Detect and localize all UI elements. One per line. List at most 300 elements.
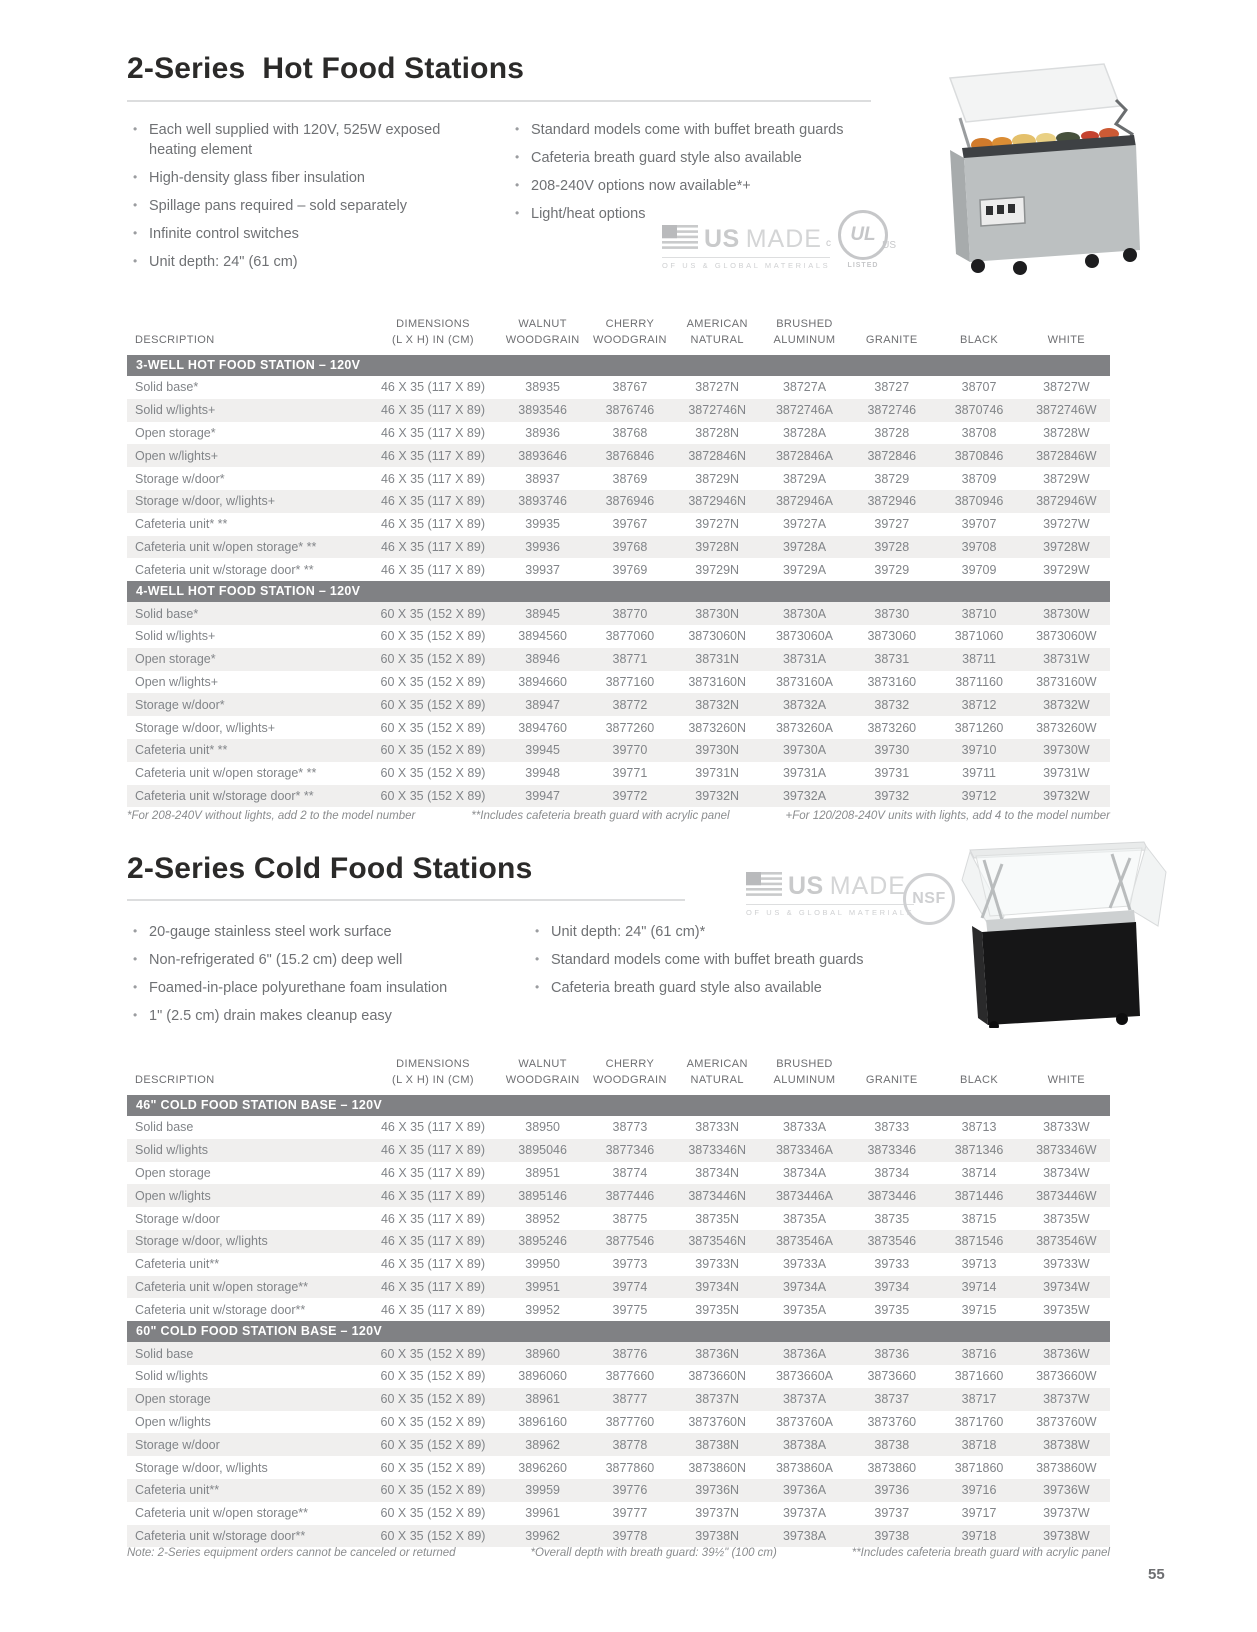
table-row [127,1502,1110,1525]
model-number: 3871546 [954,1234,1004,1249]
model-number: 46 X 35 (117 X 89) [380,1302,485,1317]
model-number: 38738N [695,1437,740,1452]
model-number: 39728W [1043,539,1090,554]
table-row [127,513,1110,536]
cold-features-list-right [532,922,942,1006]
model-number: 3872946A [775,494,833,509]
model-number: 60 X 35 (152 X 89) [380,788,486,803]
model-number: 39730W [1043,743,1090,758]
model-number: 60 X 35 (152 X 89) [380,1437,486,1452]
list-item: • Unit depth: 24" (61 cm)* [532,922,942,942]
model-number: 39729N [695,562,740,577]
product-description: Open w/lights+ [135,448,219,463]
model-number: 39728N [695,539,740,554]
model-number: 3877060 [605,629,655,644]
model-number: 38727N [695,380,740,395]
model-number: 3896260 [518,1460,567,1475]
ul-listed-label: LISTED [847,262,879,269]
cold-food-table [127,1033,1110,1547]
table-row [127,467,1110,490]
model-number: 38731A [782,652,827,667]
ul-us-mark: US [882,240,896,251]
model-number: 39959 [525,1483,561,1498]
model-number: 3873546W [1036,1234,1097,1249]
usmade-us-text: US [704,225,740,253]
model-number: 39737W [1043,1506,1090,1521]
model-number: 38728W [1043,425,1090,440]
model-number: 3873660 [867,1369,917,1384]
model-number: 3877660 [605,1369,655,1384]
section-header-bar: 60" COLD FOOD STATION BASE – 120V [127,1321,1110,1342]
usmade-logo [662,225,830,270]
model-number: 38946 [525,652,561,667]
model-number: 38714 [961,1165,997,1180]
model-number: 3872946 [867,494,917,509]
product-description: Open w/lights+ [135,674,219,689]
model-number: 38733W [1043,1120,1090,1135]
model-number: 38737W [1043,1392,1090,1407]
list-item: • 208-240V options now available*+ [512,176,922,196]
model-number: 3873660A [775,1369,833,1384]
model-number: 38736W [1043,1346,1090,1361]
model-number: 39738W [1043,1528,1090,1543]
model-number: 38718 [961,1437,997,1452]
column-header: DIMENSIONS (L X H) IN (CM) [392,1058,474,1086]
model-number: 38736A [782,1346,827,1361]
table-row [127,490,1110,513]
model-number: 3870746 [954,403,1004,418]
model-number: 39712 [961,788,997,803]
product-description: Cafeteria unit w/storage door** [135,1528,306,1543]
list-item: • Non-refrigerated 6" (15.2 cm) deep well [130,950,510,970]
cold-table-footnotes [127,1547,1110,1559]
model-number: 39713 [961,1257,997,1272]
model-number: 38735 [874,1211,910,1226]
model-number: 38776 [612,1346,648,1361]
model-number: 38707 [961,380,997,395]
model-number: 38728 [874,425,910,440]
list-item: • High-density glass fiber insulation [130,168,460,188]
model-number: 39737A [782,1506,827,1521]
model-number: 3873446W [1036,1188,1097,1203]
model-number: 3894560 [518,629,567,644]
table-row [127,1162,1110,1185]
model-number: 39738A [782,1528,827,1543]
table-row [127,1116,1110,1139]
product-description: Cafeteria unit w/open storage* ** [135,766,317,781]
column-header: WALNUT WOODGRAIN [505,318,580,346]
section-header-bar: 46" COLD FOOD STATION BASE – 120V [127,1095,1110,1116]
model-number: 39715 [961,1302,997,1317]
title-divider [127,899,685,901]
usmade-tagline: OF US & GLOBAL MATERIALS [662,257,830,270]
model-number: 39714 [961,1279,997,1294]
model-number: 39727A [782,517,827,532]
model-number: 38737A [782,1392,827,1407]
table-row [127,739,1110,762]
model-number: 39727N [695,517,740,532]
model-number: 39732N [695,788,740,803]
model-number: 39729W [1043,562,1090,577]
table-row [127,1411,1110,1434]
model-number: 39710 [961,743,997,758]
hot-food-station-photo [920,48,1170,281]
model-number: 3873346W [1036,1143,1097,1158]
table-row [127,648,1110,671]
model-number: 39962 [525,1528,561,1543]
model-number: 38712 [961,697,997,712]
model-number: 3893546 [518,403,567,418]
model-number: 46 X 35 (117 X 89) [380,1279,485,1294]
model-number: 46 X 35 (117 X 89) [380,471,485,486]
table-row [127,536,1110,559]
model-number: 39777 [612,1506,648,1521]
model-number: 38947 [525,697,561,712]
model-number: 3872746W [1036,403,1097,418]
model-number: 38734A [782,1165,827,1180]
usmade-logo [746,872,914,917]
model-number: 38961 [525,1392,561,1407]
list-item: • Each well supplied with 120V, 525W exposed heating element [130,120,460,160]
table-row [127,1139,1110,1162]
us-flag-icon [662,225,698,254]
model-number: 38717 [961,1392,997,1407]
table-row [127,785,1110,808]
model-number: 60 X 35 (152 X 89) [380,652,486,667]
model-number: 3873446A [775,1188,833,1203]
model-number: 3873060N [688,629,747,644]
model-number: 3873760A [775,1414,833,1429]
model-number: 3872846W [1036,448,1097,463]
ul-listed-icon [828,210,898,269]
model-number: 3895046 [518,1143,567,1158]
product-description: Storage w/door, w/lights [135,1460,268,1475]
list-item: **Includes cafeteria breath guard with acrylic panel [851,1547,1110,1559]
model-number: 39738 [874,1528,910,1543]
model-number: 39731W [1043,766,1090,781]
model-number: 39732W [1043,788,1090,803]
model-number: 39736 [874,1483,910,1498]
model-number: 39733A [782,1257,827,1272]
model-number: 39775 [612,1302,648,1317]
hot-food-table [127,293,1110,807]
model-number: 38771 [612,652,648,667]
model-number: 38737 [874,1392,910,1407]
table-row [127,422,1110,445]
product-description: Solid base [135,1346,194,1361]
product-description: Cafeteria unit w/storage door* ** [135,562,314,577]
model-number: 39738N [695,1528,740,1543]
model-number: 39729A [782,562,827,577]
model-number: 3872746A [775,403,833,418]
model-number: 3873160 [867,674,917,689]
product-description: Open storage [135,1392,211,1407]
model-number: 38770 [612,606,648,621]
model-number: 3872846N [688,448,747,463]
list-item: • Spillage pans required – sold separately [130,196,460,216]
model-number: 38738A [782,1437,827,1452]
list-item: • Infinite control switches [130,224,460,244]
model-number: 39727W [1043,517,1090,532]
product-description: Cafeteria unit** [135,1483,220,1498]
table-row [127,671,1110,694]
model-number: 3871860 [954,1460,1004,1475]
model-number: 39716 [961,1483,997,1498]
model-number: 3895246 [518,1234,567,1249]
model-number: 39729 [874,562,910,577]
model-number: 46 X 35 (117 X 89) [380,403,485,418]
model-number: 46 X 35 (117 X 89) [380,1234,485,1249]
model-number: 3877546 [605,1234,655,1249]
list-item: • Standard models come with buffet breath guards [532,950,942,970]
model-number: 38735N [695,1211,740,1226]
model-number: 38937 [525,471,561,486]
model-number: 3876846 [605,448,655,463]
us-flag-icon [746,872,782,901]
model-number: 38730 [874,606,910,621]
model-number: 3873346 [867,1143,917,1158]
model-number: 39776 [612,1483,648,1498]
model-number: 38731W [1043,652,1090,667]
hot-section-title: 2-Series Hot Food Stations [127,52,525,85]
model-number: 39734W [1043,1279,1090,1294]
model-number: 39732A [782,788,827,803]
model-number: 39733 [874,1257,910,1272]
column-header: AMERICAN NATURAL [686,1058,748,1086]
model-number: 60 X 35 (152 X 89) [380,1528,486,1543]
model-number: 39778 [612,1528,648,1543]
model-number: 39711 [962,766,996,781]
product-description: Storage w/door* [135,471,225,486]
model-number: 39948 [525,766,561,781]
column-header: CHERRY WOODGRAIN [592,1058,667,1086]
table-row [127,1433,1110,1456]
model-number: 38769 [612,471,648,486]
table-row [127,693,1110,716]
model-number: 3873260 [867,720,917,735]
product-description: Cafeteria unit w/open storage** [135,1506,309,1521]
model-number: 3872746N [688,403,747,418]
column-header: CHERRY WOODGRAIN [592,318,667,346]
table-row [127,1388,1110,1411]
model-number: 39735A [782,1302,827,1317]
product-description: Open storage* [135,652,216,667]
list-item: • Light/heat options [512,204,922,224]
model-number: 3873660N [688,1369,747,1384]
model-number: 38732W [1043,697,1090,712]
product-description: Cafeteria unit** [135,1257,220,1272]
model-number: 38736N [695,1346,740,1361]
model-number: 3873346N [688,1143,747,1158]
product-description: Solid base [135,1120,194,1135]
list-item: **Includes cafeteria breath guard with acrylic panel [471,810,730,822]
table-row [127,625,1110,648]
model-number: 3877760 [605,1414,655,1429]
model-number: 38715 [961,1211,997,1226]
model-number: 60 X 35 (152 X 89) [380,1346,486,1361]
model-number: 3872946N [688,494,747,509]
table-row [127,1207,1110,1230]
model-number: 39730N [695,743,740,758]
model-number: 3871160 [955,674,1003,689]
model-number: 38773 [612,1120,648,1135]
list-item: Note: 2-Series equipment orders cannot be canceled or returned [127,1547,456,1559]
model-number: 3873060 [867,629,917,644]
column-header: GRANITE [865,1073,918,1086]
model-number: 3871446 [954,1188,1004,1203]
model-number: 3877260 [605,720,655,735]
model-number: 39936 [525,539,561,554]
product-description: Cafeteria unit w/storage door* ** [135,788,314,803]
model-number: 3876746 [605,403,655,418]
model-number: 60 X 35 (152 X 89) [380,1460,486,1475]
model-number: 3873060W [1036,629,1097,644]
model-number: 3873860W [1036,1460,1097,1475]
model-number: 39735W [1043,1302,1090,1317]
model-number: 60 X 35 (152 X 89) [380,766,486,781]
model-number: 38777 [612,1392,648,1407]
model-number: 3873860 [867,1460,917,1475]
table-row [127,1365,1110,1388]
model-number: 38735W [1043,1211,1090,1226]
cold-features-list-left [130,922,510,1034]
model-number: 39730A [782,743,827,758]
model-number: 39950 [525,1257,561,1272]
model-number: 3872846 [867,448,917,463]
model-number: 46 X 35 (117 X 89) [380,562,485,577]
model-number: 38732N [695,697,740,712]
model-number: 38737N [695,1392,740,1407]
column-header: BRUSHED ALUMINUM [773,318,836,346]
table-row [127,716,1110,739]
table-row [127,376,1110,399]
model-number: 3877160 [605,674,655,689]
model-number: 39731N [695,766,740,781]
product-description: Open storage [135,1165,211,1180]
list-item: • Cafeteria breath guard style also available [532,978,942,998]
product-description: Cafeteria unit* ** [135,517,228,532]
model-number: 46 X 35 (117 X 89) [380,1188,485,1203]
cold-food-station-photo [942,818,1174,1033]
model-number: 38960 [525,1346,561,1361]
column-header: WALNUT WOODGRAIN [505,1058,580,1086]
model-number: 46 X 35 (117 X 89) [380,380,485,395]
model-number: 3870846 [954,448,1004,463]
model-number: 46 X 35 (117 X 89) [380,1211,485,1226]
model-number: 39718 [961,1528,997,1543]
model-number: 38734W [1043,1165,1090,1180]
model-number: 39731A [782,766,827,781]
table-row [127,1276,1110,1299]
model-number: 3873546A [775,1234,833,1249]
product-description: Open storage* [135,425,216,440]
model-number: 3873760 [867,1414,917,1429]
list-item: • Cafeteria breath guard style also available [512,148,922,168]
table-row [127,1184,1110,1207]
model-number: 46 X 35 (117 X 89) [380,448,485,463]
model-number: 3873660W [1036,1369,1097,1384]
model-number: 3894760 [518,720,567,735]
model-number: 38710 [961,606,997,621]
model-number: 39734A [782,1279,827,1294]
model-number: 39735N [695,1302,740,1317]
model-number: 3873546 [867,1234,917,1249]
model-number: 38774 [612,1165,648,1180]
title-divider [127,100,871,102]
model-number: 60 X 35 (152 X 89) [380,606,486,621]
model-number: 3870946 [954,494,1004,509]
model-number: 39717 [961,1506,997,1521]
model-number: 3877860 [605,1460,655,1475]
model-number: 3873546N [688,1234,747,1249]
model-number: 39708 [961,539,997,554]
model-number: 3893746 [518,494,567,509]
model-number: 46 X 35 (117 X 89) [380,1143,485,1158]
table-row [127,399,1110,422]
table-row [127,1298,1110,1321]
model-number: 39728 [874,539,910,554]
product-description: Solid base* [135,606,199,621]
model-number: 38727 [874,380,910,395]
ul-c-mark: c [826,238,831,249]
product-description: Cafeteria unit w/open storage* ** [135,539,317,554]
model-number: 38952 [525,1211,561,1226]
product-description: Cafeteria unit w/storage door** [135,1302,306,1317]
usmade-made-text: MADE [829,872,906,900]
model-number: 38945 [525,606,561,621]
list-item: • Unit depth: 24" (61 cm) [130,252,460,272]
model-number: 39945 [525,743,561,758]
model-number: 3873160W [1036,674,1097,689]
list-item: • Foamed-in-place polyurethane foam insulation [130,978,510,998]
model-number: 3871260 [954,720,1004,735]
model-number: 38730A [782,606,827,621]
column-header: AMERICAN NATURAL [686,318,748,346]
model-number: 38730N [695,606,740,621]
model-number: 38735A [782,1211,827,1226]
model-number: 39774 [612,1279,648,1294]
model-number: 46 X 35 (117 X 89) [380,1120,485,1135]
section-header-bar: 4-WELL HOT FOOD STATION – 120V [127,581,1110,602]
model-number: 46 X 35 (117 X 89) [380,1165,485,1180]
model-number: 39736W [1043,1483,1090,1498]
list-item: • 20-gauge stainless steel work surface [130,922,510,942]
model-number: 39935 [525,517,561,532]
model-number: 60 X 35 (152 X 89) [380,1506,486,1521]
model-number: 38962 [525,1437,561,1452]
model-number: 46 X 35 (117 X 89) [380,539,485,554]
model-number: 60 X 35 (152 X 89) [380,1483,486,1498]
model-number: 39773 [612,1257,648,1272]
model-number: 3872846A [775,448,833,463]
model-number: 38729 [874,471,910,486]
product-description: Storage w/door [135,1437,220,1452]
model-number: 3877446 [605,1188,655,1203]
model-number: 3873760W [1036,1414,1097,1429]
product-description: Solid w/lights+ [135,403,216,418]
model-number: 3894660 [518,674,567,689]
model-number: 39707 [961,517,997,532]
table-row [127,1456,1110,1479]
product-description: Storage w/door, w/lights [135,1234,268,1249]
product-description: Cafeteria unit* ** [135,743,228,758]
model-number: 38732 [874,697,910,712]
model-number: 39734 [874,1279,910,1294]
model-number: 39733W [1043,1257,1090,1272]
model-number: 3871060 [954,629,1004,644]
model-number: 38772 [612,697,648,712]
model-number: 38767 [612,380,648,395]
